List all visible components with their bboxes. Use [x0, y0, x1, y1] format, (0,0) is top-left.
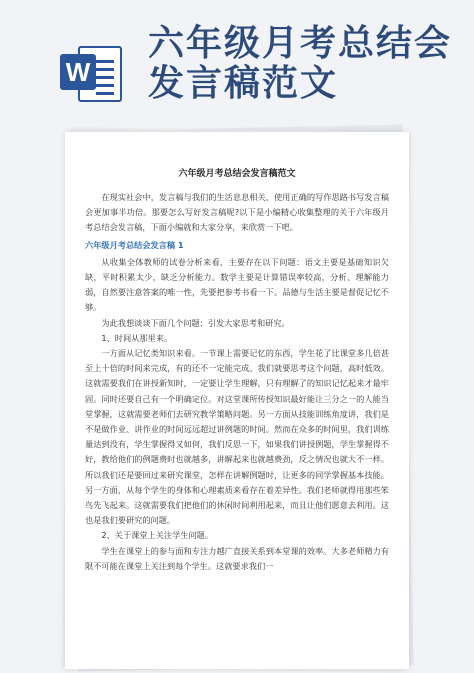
- body-paragraph: 为此我想谈谈下面几个问题：引发大家思考和研究。: [101, 317, 290, 328]
- banner-title-line1: 六年级月考总结会: [148, 23, 453, 64]
- document-title: 六年级月考总结会发言稿范文: [178, 169, 296, 179]
- body-paragraph: 从收集全体教师的试卷分析来看，主要存在以下问题：语文主要是基础知识欠缺，平时积累太少，缺乏分析能力。数学主要是计算错误率较高，分析、理解能力弱，自然要注意答案的唯一性，先要把参考书看一下。品德与生活主要是督促记忆不够。: [85, 256, 389, 313]
- document-page: [65, 132, 409, 669]
- section-heading: 六年级月考总结会发言稿 1: [85, 239, 184, 250]
- word-line-decoration: [96, 92, 114, 95]
- word-line-decoration: [96, 60, 114, 63]
- word-line-decoration: [96, 76, 114, 79]
- word-line-decoration: [96, 68, 114, 71]
- body-paragraph: 1、时间从那里来。: [101, 332, 173, 343]
- word-line-decoration: [96, 84, 114, 87]
- banner-title-line2: 发言稿范文: [148, 63, 339, 104]
- word-letter-badge: W: [60, 54, 96, 90]
- banner-title: [148, 24, 468, 104]
- banner: [0, 0, 474, 110]
- body-paragraph: 2、关于课堂上关注学生问题。: [101, 530, 214, 541]
- word-document-icon: [60, 40, 122, 102]
- body-paragraph: 学生在课堂上的参与面和专注力越广直接关系到本堂课的效率。大多老师精力有限不可能在课堂上关注到每个学生。这就要求我们一: [85, 545, 389, 571]
- intro-paragraph: 在现实社会中，发言稿与我们的生活息息相关，使用正确的写作思路书写发言稿会更加事半功倍。那要怎么写好发言稿呢?以下是小编精心收集整理的关于六年级月考总结会发言稿，下面小编就和大家分享，来欣赏一下吧。: [85, 192, 389, 233]
- document-body: [85, 190, 389, 574]
- body-paragraph: 一方面从记忆类知识来看。一节课上需要记忆的东西，学生花了比课堂多几倍甚至上十倍的时间来完成，有的还不一定能完成。我们就要思考这个问题，高时低效。这就需要我们在讲授新知时，一定要让学生理解，只有理解了的知识记忆起来才最牢固。同时还要自己有一个明确定位。对这堂课所传授知识最好能让三分之一的人能当堂掌握，这就需要老师们去研究教学策略问题。另一方面从技能训练角度讲，我们是不是做作业、讲作业的时间远远超过讲例题的时间。然而在众多的时间里，我们训练量达到没有，学生掌握得又如何，我们反思一下，如果我们讲授例题，学生掌握得不好，教给他们的例题费时也就越多，讲解起来也就越费劲，反之情况也就大不一样。所以我们还是要回过来研究课堂，怎样在讲解例题时，让更多的同学掌握基本技能。另一方面，从每个学生的身体和心理素质来看存在着差异性。我们老师就得用那些笨鸟先飞起来。这就需要我们把他们的休闲时间利用起来，而且让他们愿意去利用。这也是我们要研究的问题。: [85, 348, 389, 526]
